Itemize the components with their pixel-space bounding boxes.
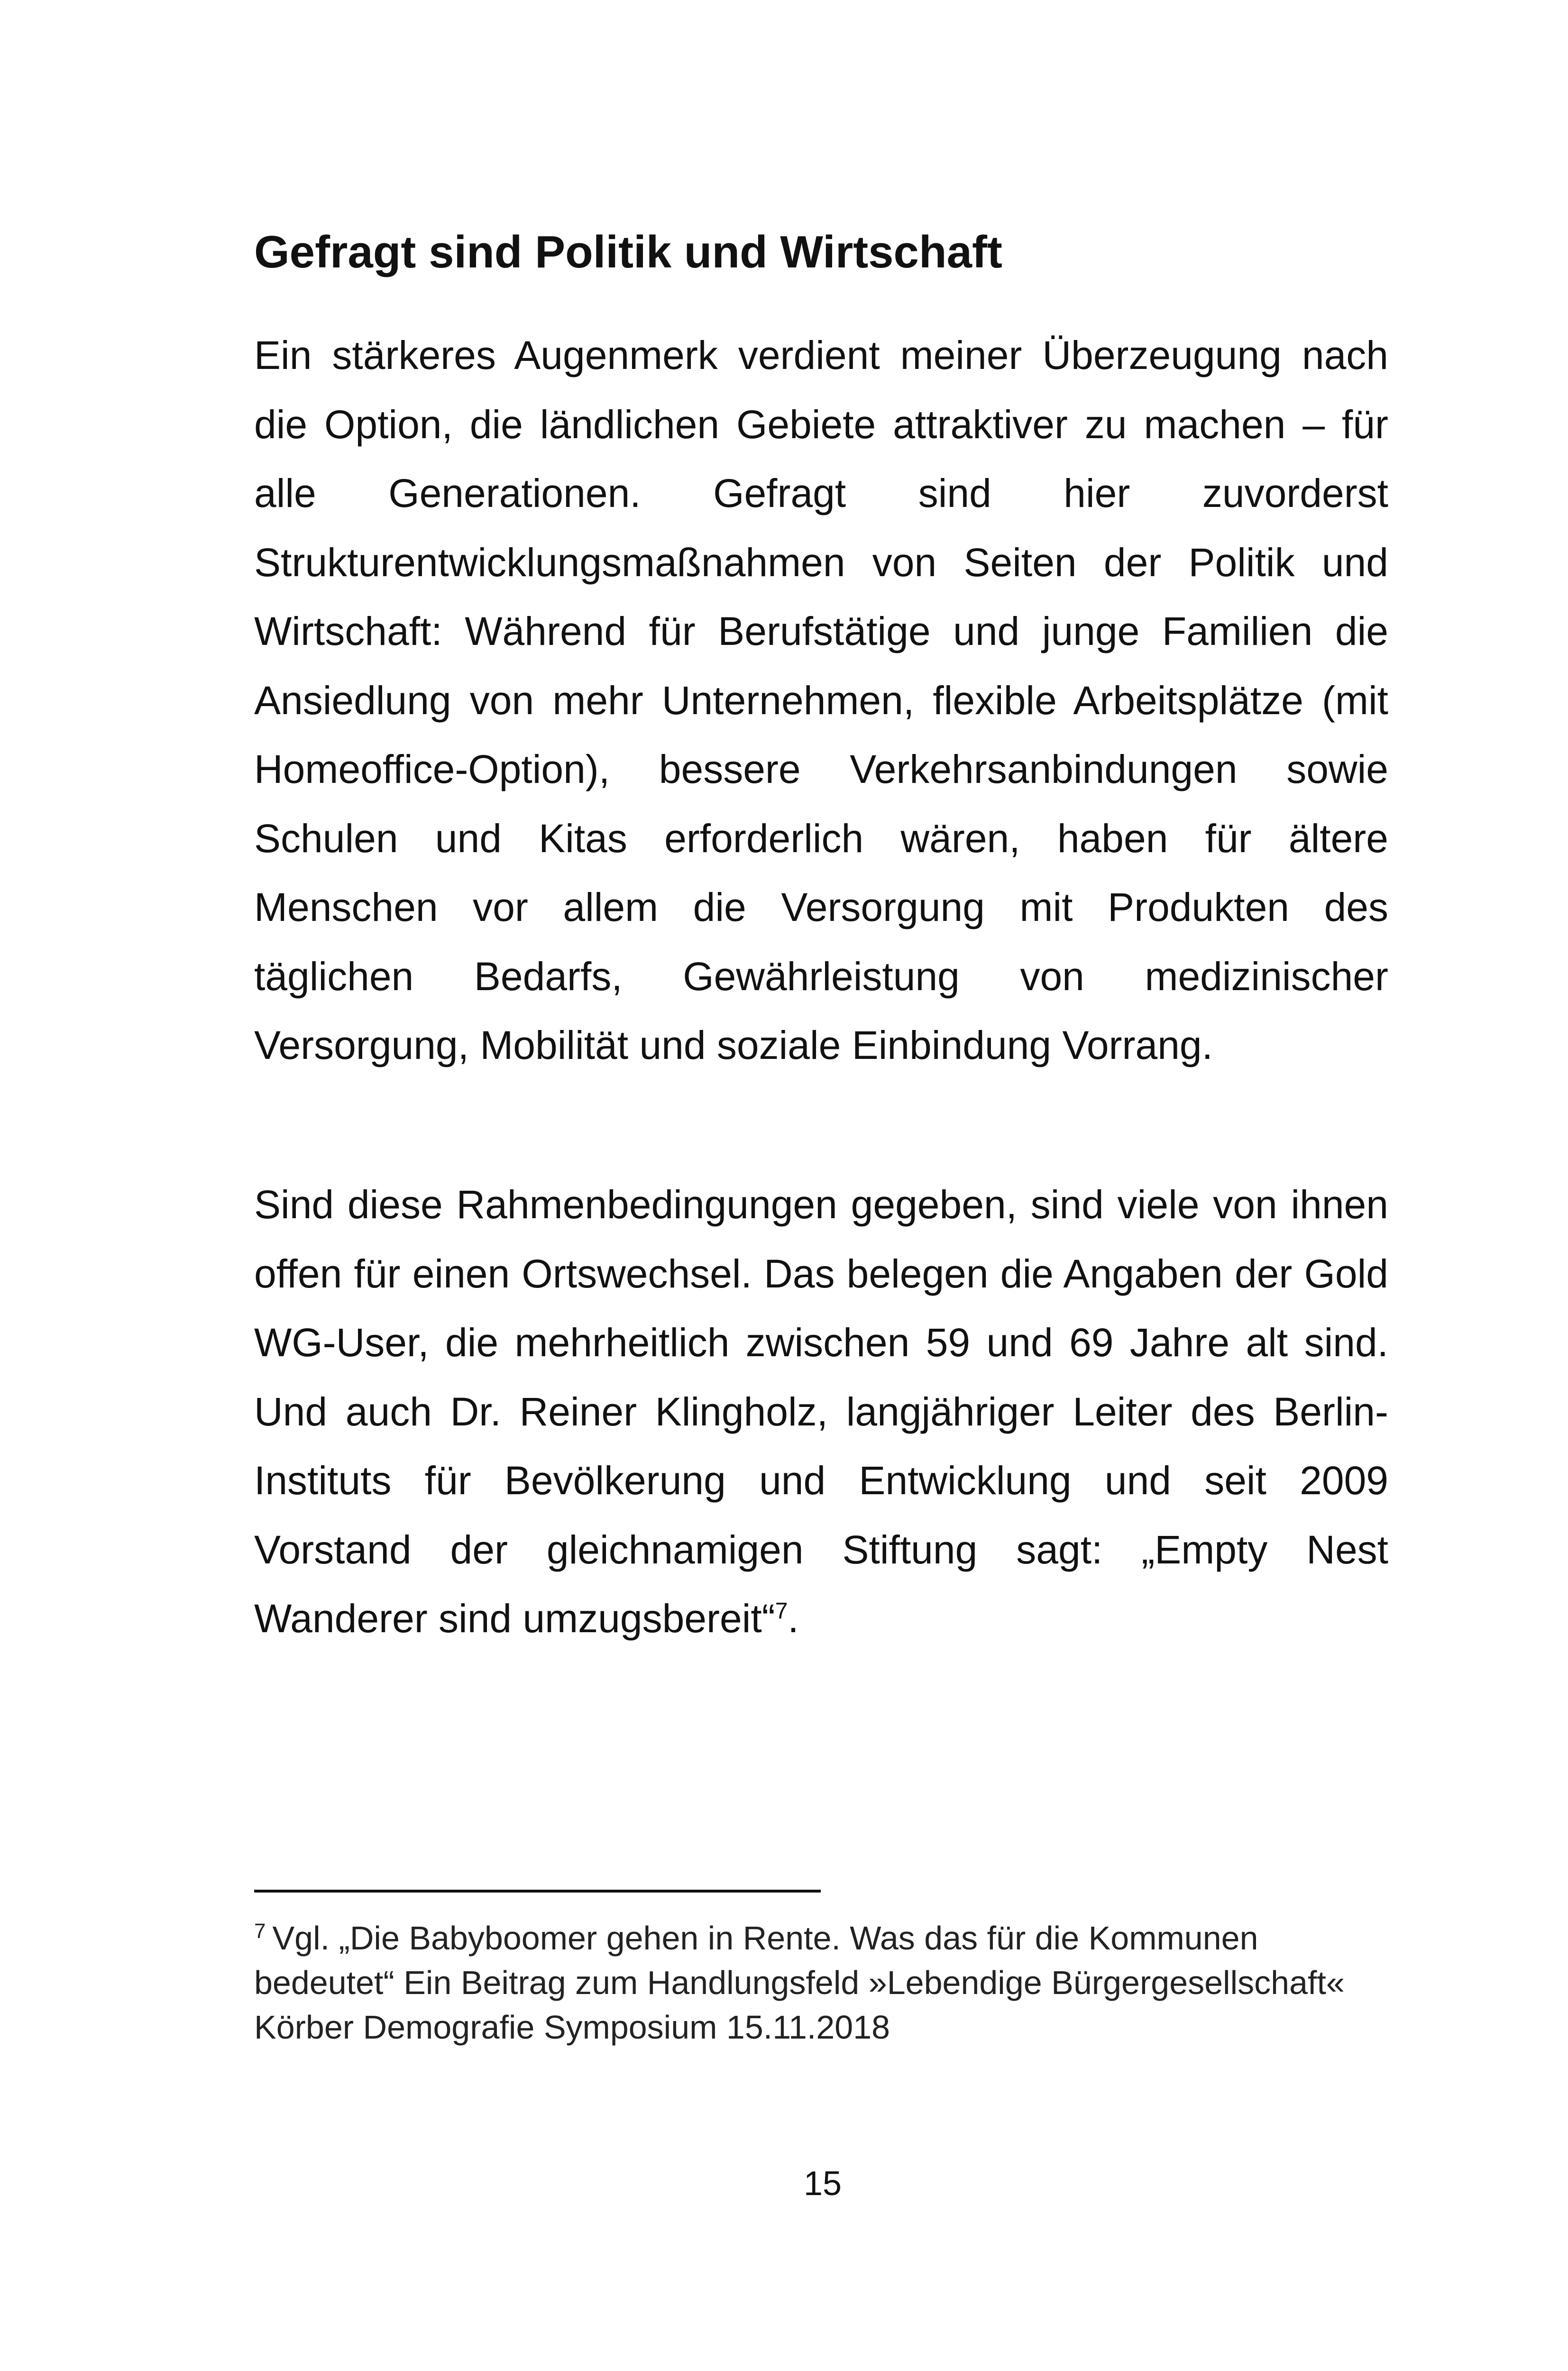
body-paragraph: Ein stärkeres Augenmerk verdient meiner Überzeugung nach die Option, die ländlichen Gebiete attraktiver zu machen – für alle Generationen. Gefragt sind hier zuvorderst Strukturentwicklungsmaßnahmen von Seiten der Politik und Wirtschaft: Während für Berufstätige und junge Familien die Ansiedlung von mehr Unternehmen, flexible Arbeitsplätze (mit Homeoffice-Option), bessere Verkehrsanbindungen sowie Schulen und Kitas erforderlich wären, haben für ältere Menschen vor allem die Versorgung mit Produkten des täglichen Bedarfs, Gewährleistung von medizinischer Versorgung, Mobilität und soziale Einbindung Vorrang.	[254, 333, 1388, 1067]
footnote-reference[interactable]: 7	[775, 1599, 788, 1624]
paragraph-text: Sind diese Rahmenbedingungen gegeben, sind viele von ihnen offen für einen Ortswechsel. Das belegen die Angaben der Gold WG-User, die mehrheitlich zwischen 59 und 69 Jahre alt sind. Und auch Dr. Reiner Klingholz, langjähriger Leiter des Berlin-Instituts für Bevölkerung und Entwicklung und seit 2009 Vorstand der gleichnamigen Stiftung sagt: „Empty Nest Wanderer sind umzugsbereit“	[254, 1182, 1388, 1641]
section-heading: Gefragt sind Politik und Wirtschaft	[254, 227, 1002, 277]
footnote-number: 7	[254, 1919, 266, 1943]
footnote-text: Vgl. „Die Babyboomer gehen in Rente. Was das für die Kommunen bedeutet“ Ein Beitrag zum Handlungsfeld »Lebendige Bürgergesellschaft« Körber Demografie Symposium 15.11.2018	[254, 1920, 1345, 2046]
footnote-separator	[254, 1890, 821, 1893]
paragraph-end-punctuation: .	[788, 1596, 799, 1641]
page-number: 15	[803, 2165, 842, 2203]
body-paragraph-with-footnote	[254, 1170, 1388, 1654]
footnote	[254, 1916, 1388, 2049]
